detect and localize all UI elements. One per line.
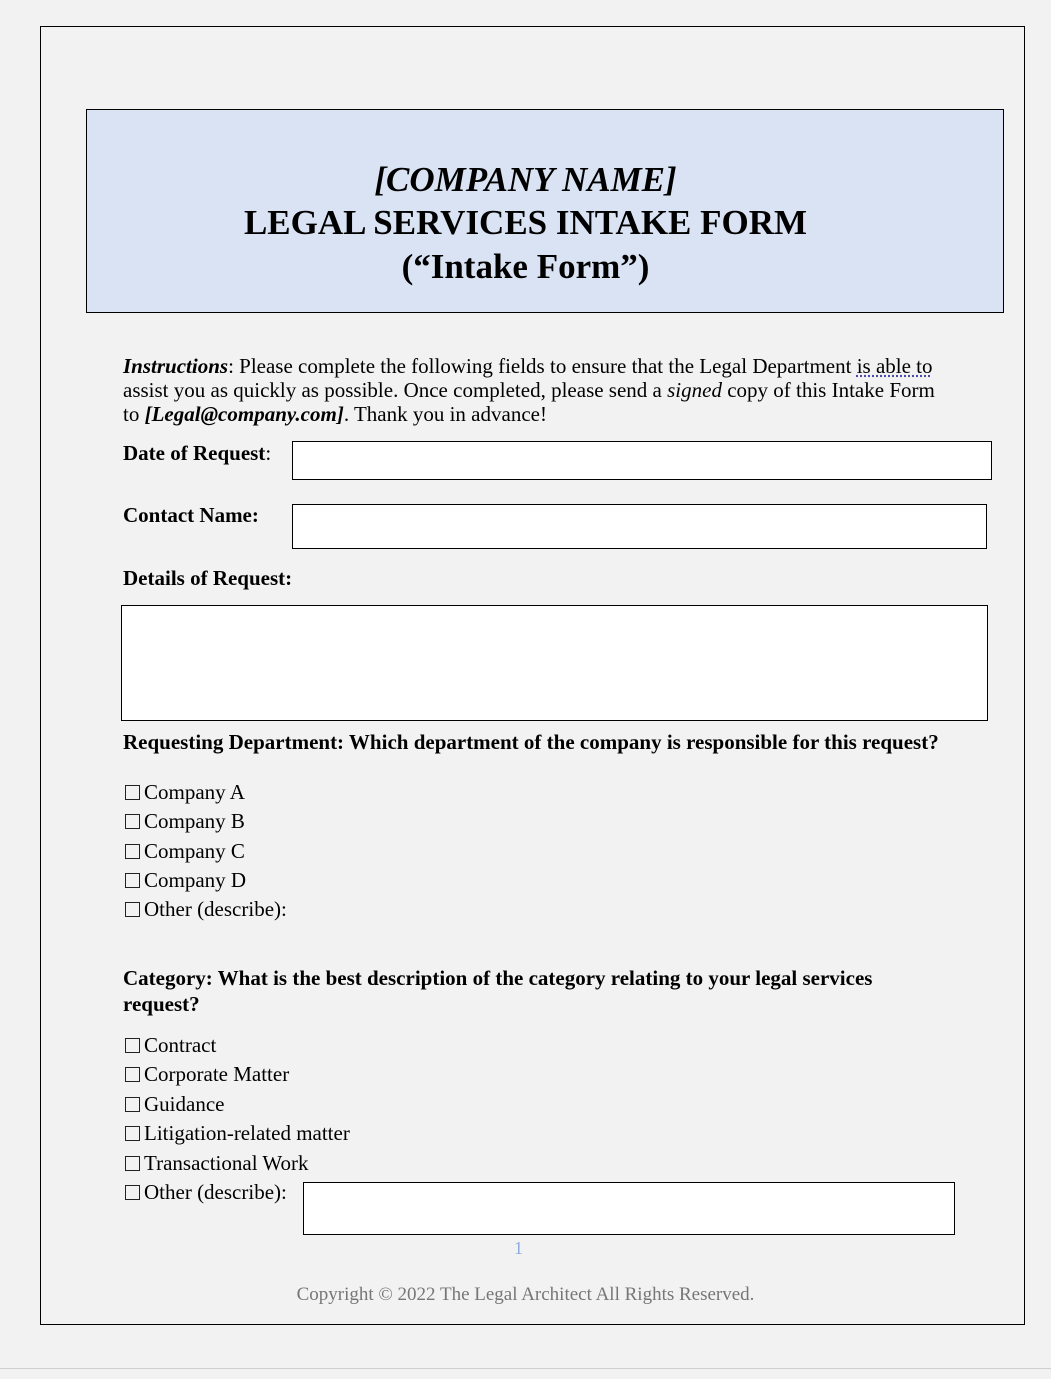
instructions-label: Instructions <box>123 354 229 378</box>
checkbox[interactable] <box>125 1097 140 1112</box>
instructions-text: assist you as quickly as possible. Once completed, please send a <box>123 378 668 402</box>
contact-label: Contact Name: <box>123 503 259 527</box>
department-option[interactable] <box>123 868 246 893</box>
category-option[interactable] <box>123 1062 289 1087</box>
checkbox[interactable] <box>125 1067 140 1082</box>
checkbox[interactable] <box>125 814 140 829</box>
details-field[interactable] <box>121 605 988 721</box>
department-option[interactable] <box>123 780 245 805</box>
checkbox[interactable] <box>125 785 140 800</box>
window-divider <box>0 1368 1051 1369</box>
option-label: Transactional Work <box>144 1151 309 1175</box>
checkbox[interactable] <box>125 1126 140 1141</box>
checkbox[interactable] <box>125 1185 140 1200</box>
option-label: Corporate Matter <box>144 1062 290 1086</box>
copyright-footer: Copyright © 2022 The Legal Architect All Rights Reserved. <box>296 1284 755 1305</box>
date-field[interactable] <box>292 441 992 480</box>
category-question: Category: What is the best description of the category relating to your legal services <box>123 966 873 990</box>
checkbox[interactable] <box>125 873 140 888</box>
option-label: Other (describe): <box>144 897 287 921</box>
category-option[interactable] <box>123 1121 350 1146</box>
contact-name-field[interactable] <box>292 504 987 549</box>
option-label: Company D <box>144 868 247 892</box>
option-label: Company C <box>144 839 245 863</box>
details-label: Details of Request: <box>123 566 293 590</box>
date-label-text: Date of Request <box>123 441 266 465</box>
category-other-field[interactable] <box>303 1182 955 1235</box>
page-number: 1 <box>514 1238 523 1258</box>
department-question: Requesting Department: Which department of the company is responsible for this request? <box>123 730 939 754</box>
department-option[interactable] <box>123 897 287 922</box>
checkbox[interactable] <box>125 902 140 917</box>
legal-email: [Legal@company.com] <box>144 402 344 426</box>
instructions-text: copy of this Intake Form to <box>123 378 935 426</box>
option-label: Company B <box>144 809 245 833</box>
category-option[interactable] <box>123 1180 287 1205</box>
option-label: Litigation-related matter <box>144 1121 350 1145</box>
category-option[interactable] <box>123 1033 216 1058</box>
category-option[interactable] <box>123 1151 309 1176</box>
department-option[interactable] <box>123 809 245 834</box>
checkbox[interactable] <box>125 1156 140 1171</box>
category-question-cont: request? <box>123 992 200 1016</box>
instructions-emphasis: signed <box>667 378 722 402</box>
date-label <box>123 441 271 466</box>
option-label: Guidance <box>144 1092 225 1116</box>
option-label: Contract <box>144 1033 217 1057</box>
category-option[interactable] <box>123 1092 224 1117</box>
date-label-colon: : <box>265 441 272 465</box>
option-label: Company A <box>144 780 245 804</box>
instructions-text: : Please complete the following fields to ensure that the Legal Department <box>228 354 857 378</box>
grammar-flag: is able to <box>856 354 933 378</box>
department-option[interactable] <box>123 839 245 864</box>
checkbox[interactable] <box>125 844 140 859</box>
instructions-text: . Thank you in advance! <box>343 402 547 426</box>
checkbox[interactable] <box>125 1038 140 1053</box>
company-name: [COMPANY NAME] <box>374 160 677 199</box>
form-subtitle: (“Intake Form”) <box>401 247 650 286</box>
option-label: Other (describe): <box>144 1180 287 1204</box>
form-title: LEGAL SERVICES INTAKE FORM <box>243 203 808 242</box>
instructions-paragraph <box>123 354 953 426</box>
